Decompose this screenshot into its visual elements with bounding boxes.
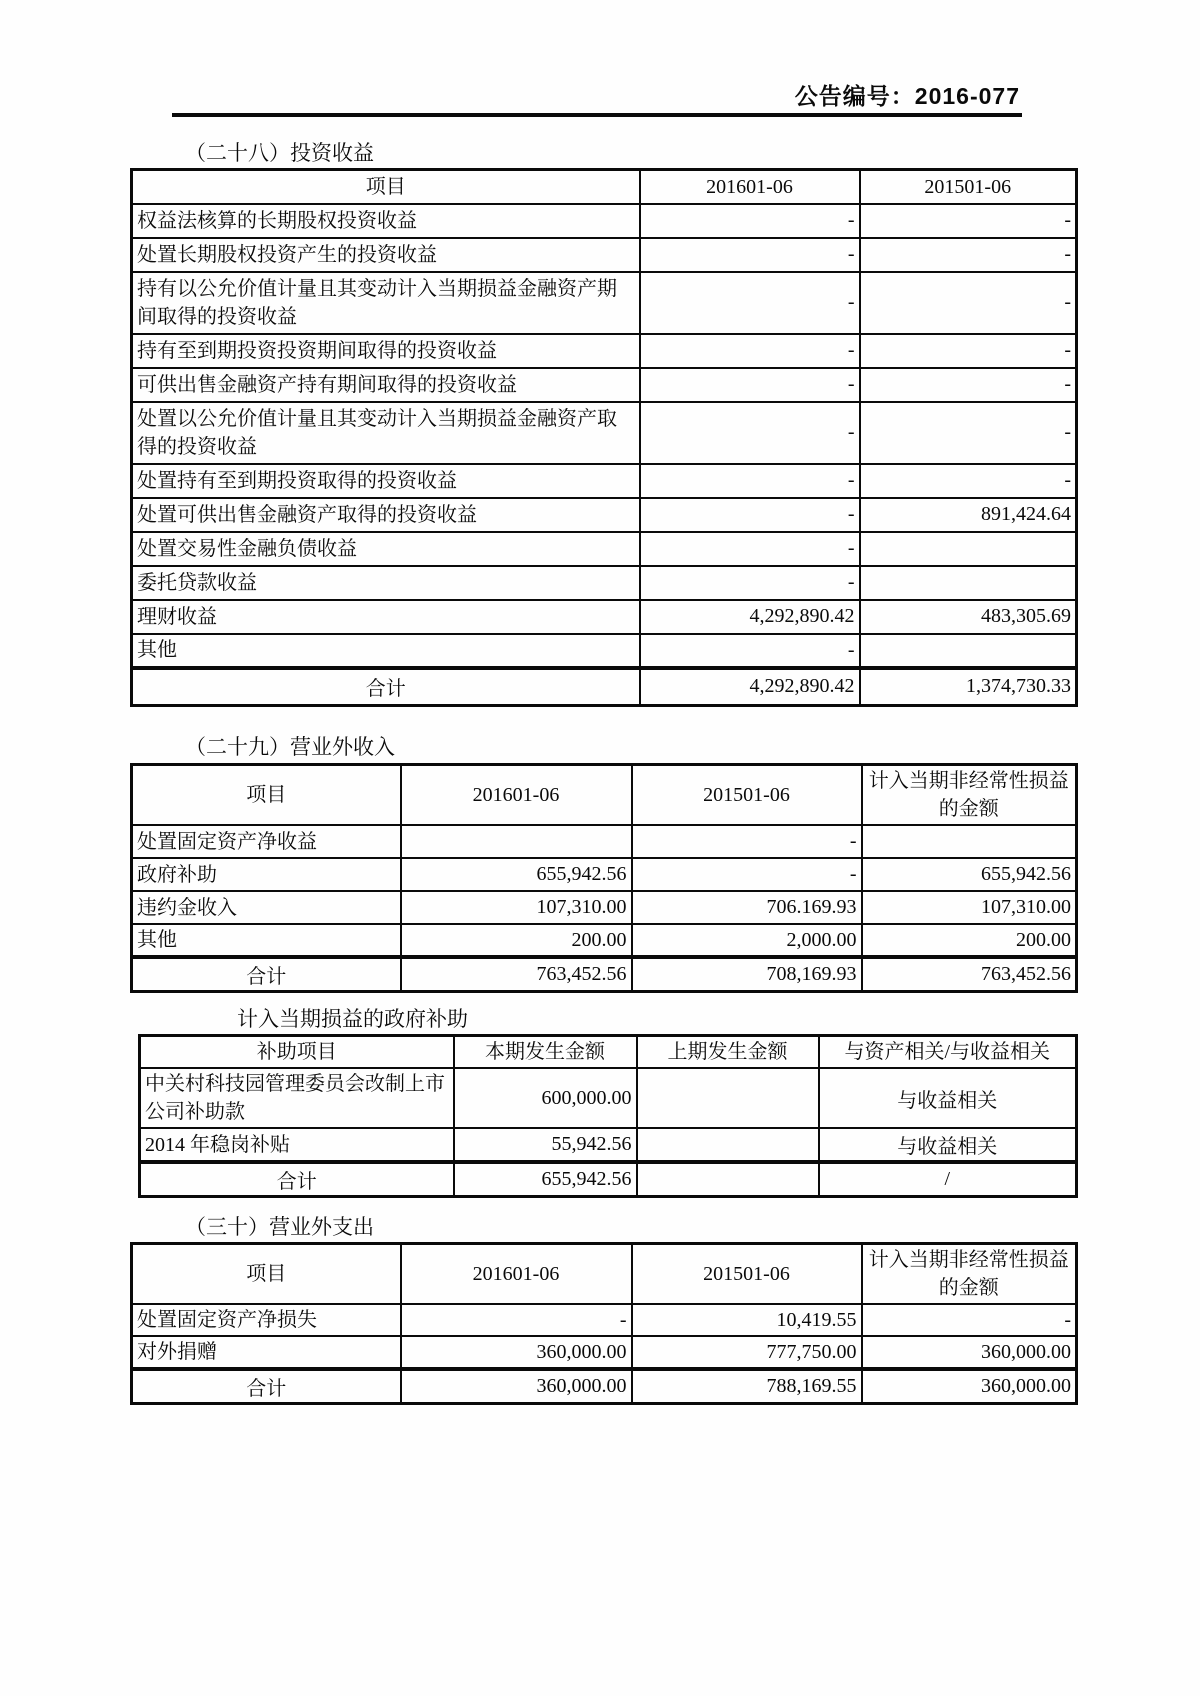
cell-label: 权益法核算的长期股权投资收益 xyxy=(132,204,640,238)
cell-value: - xyxy=(401,1304,632,1336)
table-row xyxy=(132,566,1077,600)
col-header-item: 项目 xyxy=(132,170,640,204)
table-header-row xyxy=(132,170,1077,204)
cell-total-value: 1,374,730.33 xyxy=(860,668,1077,706)
col-header-prior-amount: 上期发生金额 xyxy=(637,1036,819,1069)
table-row xyxy=(132,238,1077,272)
cell-value: - xyxy=(860,272,1077,334)
section-title-non-operating-income: （二十九）营业外收入 xyxy=(185,735,395,759)
cell-label: 处置长期股权投资产生的投资收益 xyxy=(132,238,640,272)
cell-total-value: 4,292,890.42 xyxy=(640,668,860,706)
cell-total-value: / xyxy=(819,1162,1077,1197)
cell-label: 政府补助 xyxy=(132,858,401,891)
cell-total-value: 360,000.00 xyxy=(862,1369,1077,1404)
col-header-nonrecurring: 计入当期非经常性损益的金额 xyxy=(862,765,1077,826)
table-total-row xyxy=(132,668,1077,706)
cell-total-value: 708,169.93 xyxy=(632,957,862,992)
cell-value: - xyxy=(640,402,860,464)
col-header-item: 项目 xyxy=(132,1244,401,1305)
cell-value: 360,000.00 xyxy=(401,1336,632,1369)
table-header-row xyxy=(132,765,1077,826)
cell-total-label: 合计 xyxy=(132,668,640,706)
cell-value: 600,000.00 xyxy=(454,1068,637,1128)
table-total-row xyxy=(140,1162,1077,1197)
cell-value: - xyxy=(640,204,860,238)
cell-value xyxy=(862,825,1077,858)
cell-value: 107,310.00 xyxy=(401,891,632,924)
non-operating-income-table xyxy=(130,763,1078,993)
cell-label: 处置持有至到期投资取得的投资收益 xyxy=(132,464,640,498)
table-row xyxy=(132,498,1077,532)
table-row xyxy=(140,1068,1077,1128)
announcement-number: 公告编号：2016-077 xyxy=(794,83,1020,109)
cell-total-label: 合计 xyxy=(132,1369,401,1404)
cell-value: - xyxy=(640,464,860,498)
table-total-row xyxy=(132,957,1077,992)
cell-value: 与收益相关 xyxy=(819,1128,1077,1162)
table-total-row xyxy=(132,1369,1077,1404)
table-row xyxy=(132,634,1077,668)
cell-value: - xyxy=(640,334,860,368)
cell-value xyxy=(637,1068,819,1128)
cell-label: 持有至到期投资投资期间取得的投资收益 xyxy=(132,334,640,368)
cell-label: 其他 xyxy=(132,634,640,668)
cell-value: - xyxy=(640,566,860,600)
cell-value: 200.00 xyxy=(862,924,1077,957)
col-header-period-current: 201601-06 xyxy=(401,765,632,826)
investment-income-table xyxy=(130,168,1078,707)
cell-value: - xyxy=(860,464,1077,498)
cell-label: 处置固定资产净损失 xyxy=(132,1304,401,1336)
table-row xyxy=(132,204,1077,238)
table-row xyxy=(132,402,1077,464)
cell-label: 委托贷款收益 xyxy=(132,566,640,600)
cell-value: 655,942.56 xyxy=(401,858,632,891)
cell-total-value: 788,169.55 xyxy=(632,1369,862,1404)
cell-label: 中关村科技园管理委员会改制上市公司补助款 xyxy=(140,1068,454,1128)
cell-value: - xyxy=(862,1304,1077,1336)
cell-total-value: 655,942.56 xyxy=(454,1162,637,1197)
subsidy-table-title: 计入当期损益的政府补助 xyxy=(237,1007,468,1031)
section-title-non-operating-expense: （三十）营业外支出 xyxy=(185,1215,374,1239)
cell-label: 处置交易性金融负债收益 xyxy=(132,532,640,566)
table-header-row xyxy=(140,1036,1077,1069)
col-header-period-current: 201601-06 xyxy=(640,170,860,204)
cell-label: 违约金收入 xyxy=(132,891,401,924)
cell-value: 655,942.56 xyxy=(862,858,1077,891)
cell-value: - xyxy=(860,334,1077,368)
cell-value: - xyxy=(632,858,862,891)
cell-value: 706.169.93 xyxy=(632,891,862,924)
table-row xyxy=(132,272,1077,334)
col-header-nonrecurring: 计入当期非经常性损益的金额 xyxy=(862,1244,1077,1305)
cell-value: - xyxy=(640,634,860,668)
col-header-period-prior: 201501-06 xyxy=(632,765,862,826)
table-row xyxy=(140,1128,1077,1162)
cell-value: - xyxy=(860,402,1077,464)
cell-total-value: 360,000.00 xyxy=(401,1369,632,1404)
table-row xyxy=(132,368,1077,402)
cell-value: - xyxy=(640,238,860,272)
col-header-period-prior: 201501-06 xyxy=(632,1244,862,1305)
cell-value: 55,942.56 xyxy=(454,1128,637,1162)
cell-label: 处置固定资产净收益 xyxy=(132,825,401,858)
cell-value: 891,424.64 xyxy=(860,498,1077,532)
cell-value: - xyxy=(860,238,1077,272)
col-header-period-prior: 201501-06 xyxy=(860,170,1077,204)
table-row xyxy=(132,924,1077,957)
table-row xyxy=(132,334,1077,368)
table-row xyxy=(132,858,1077,891)
cell-value: 4,292,890.42 xyxy=(640,600,860,634)
cell-value: 2,000.00 xyxy=(632,924,862,957)
non-operating-expense-table xyxy=(130,1242,1078,1405)
header-divider xyxy=(172,113,1022,117)
cell-total-label: 合计 xyxy=(132,957,401,992)
cell-label: 理财收益 xyxy=(132,600,640,634)
government-subsidy-table xyxy=(138,1034,1078,1198)
cell-value xyxy=(860,532,1077,566)
col-header-period-current: 201601-06 xyxy=(401,1244,632,1305)
cell-value: 360,000.00 xyxy=(862,1336,1077,1369)
cell-value: 107,310.00 xyxy=(862,891,1077,924)
cell-value xyxy=(401,825,632,858)
cell-value: - xyxy=(632,825,862,858)
col-header-item: 项目 xyxy=(132,765,401,826)
cell-value: 777,750.00 xyxy=(632,1336,862,1369)
col-header-asset-income-related: 与资产相关/与收益相关 xyxy=(819,1036,1077,1069)
cell-total-label: 合计 xyxy=(140,1162,454,1197)
col-header-subsidy-item: 补助项目 xyxy=(140,1036,454,1069)
table-header-row xyxy=(132,1244,1077,1305)
cell-value xyxy=(637,1128,819,1162)
cell-label: 2014 年稳岗补贴 xyxy=(140,1128,454,1162)
table-row xyxy=(132,891,1077,924)
cell-label: 其他 xyxy=(132,924,401,957)
cell-value: 200.00 xyxy=(401,924,632,957)
cell-value xyxy=(860,634,1077,668)
cell-value: - xyxy=(640,272,860,334)
cell-label: 处置以公允价值计量且其变动计入当期损益金融资产取得的投资收益 xyxy=(132,402,640,464)
table-row xyxy=(132,532,1077,566)
table-row xyxy=(132,1336,1077,1369)
cell-value: - xyxy=(640,532,860,566)
table-row xyxy=(132,825,1077,858)
table-row xyxy=(132,1304,1077,1336)
cell-value: - xyxy=(860,368,1077,402)
section-title-investment-income: （二十八）投资收益 xyxy=(185,141,374,165)
cell-label: 处置可供出售金融资产取得的投资收益 xyxy=(132,498,640,532)
cell-total-value xyxy=(637,1162,819,1197)
cell-label: 可供出售金融资产持有期间取得的投资收益 xyxy=(132,368,640,402)
table-row xyxy=(132,600,1077,634)
cell-value: - xyxy=(640,368,860,402)
cell-value: 483,305.69 xyxy=(860,600,1077,634)
cell-label: 对外捐赠 xyxy=(132,1336,401,1369)
table-row xyxy=(132,464,1077,498)
cell-value: 10,419.55 xyxy=(632,1304,862,1336)
cell-label: 持有以公允价值计量且其变动计入当期损益金融资产期间取得的投资收益 xyxy=(132,272,640,334)
col-header-current-amount: 本期发生金额 xyxy=(454,1036,637,1069)
cell-total-value: 763,452.56 xyxy=(862,957,1077,992)
cell-value: - xyxy=(640,498,860,532)
cell-value xyxy=(860,566,1077,600)
cell-value: 与收益相关 xyxy=(819,1068,1077,1128)
cell-total-value: 763,452.56 xyxy=(401,957,632,992)
cell-value: - xyxy=(860,204,1077,238)
